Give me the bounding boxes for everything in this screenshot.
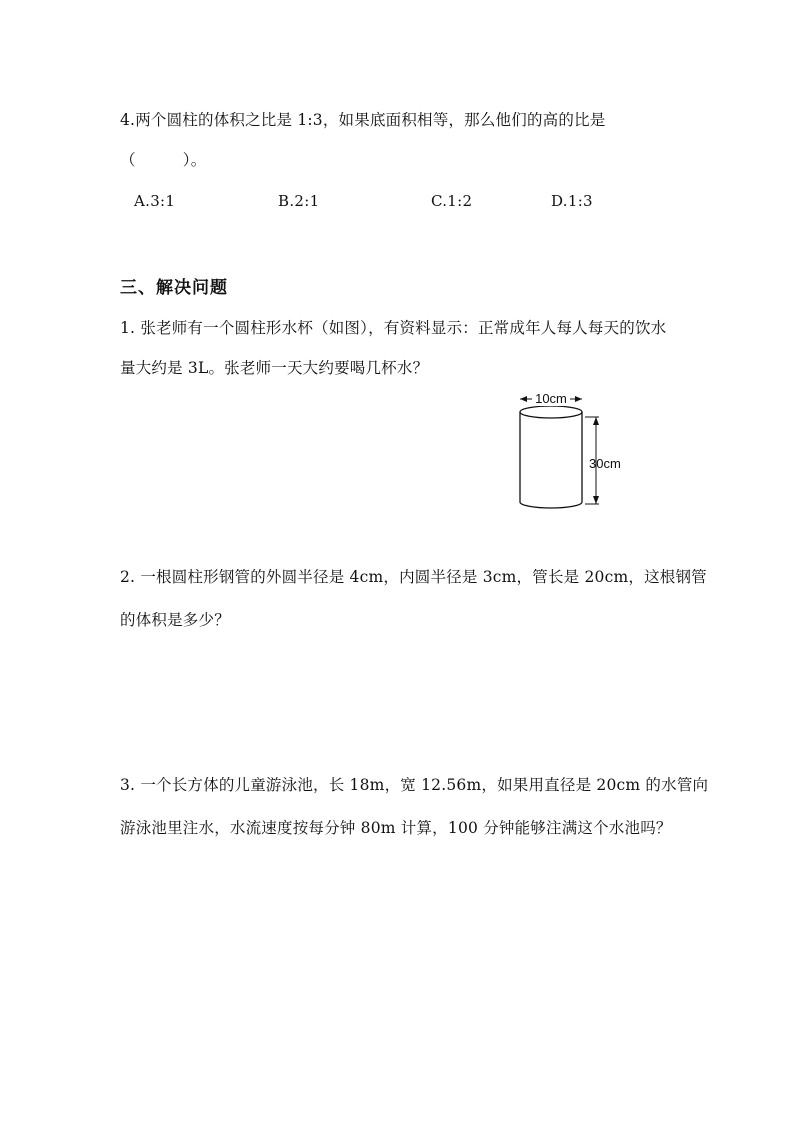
- problem-2-line-2: 的体积是多少？: [120, 611, 230, 629]
- height-label: 30cm: [589, 456, 621, 471]
- diameter-left-arrow: [520, 396, 527, 402]
- height-top-arrow: [593, 417, 599, 425]
- problem-1-line-1: 1. 张老师有一个圆柱形水杯（如图），有资料显示：正常成年人每人每天的饮水: [120, 319, 667, 337]
- question-4-option-a: A.3:1: [134, 192, 176, 210]
- diameter-right-arrow: [575, 396, 582, 402]
- cylinder-top-ellipse: [520, 406, 582, 418]
- problem-3-line-1: 3. 一个长方体的儿童游泳池，长 18m，宽 12.56m，如果用直径是 20cm 的水管向: [120, 776, 709, 794]
- question-4-option-d: D.1:3: [551, 192, 593, 210]
- problem-1-line-2: 量大约是 3L。张老师一天大约要喝几杯水？: [120, 359, 429, 377]
- cylinder-cup-figure: [505, 386, 635, 516]
- problem-3-line-2: 游泳池里注水，水流速度按每分钟 80m 计算，100 分钟能够注满这个水池吗？: [120, 819, 672, 837]
- question-4-option-b: B.2:1: [278, 192, 320, 210]
- problem-2-line-1: 2. 一根圆柱形钢管的外圆半径是 4cm，内圆半径是 3cm，管长是 20cm，这根钢管: [120, 568, 707, 586]
- height-bottom-arrow: [593, 496, 599, 504]
- question-4-option-c: C.1:2: [431, 192, 473, 210]
- section-heading: 三、解决问题: [120, 278, 228, 298]
- cylinder-bottom-arc: [520, 502, 582, 508]
- question-4-line-1: 4.两个圆柱的体积之比是 1:3，如果底面积相等，那么他们的高的比是: [120, 111, 606, 129]
- diameter-label: 10cm: [535, 391, 567, 406]
- question-4-line-2: （ ）。: [120, 151, 207, 169]
